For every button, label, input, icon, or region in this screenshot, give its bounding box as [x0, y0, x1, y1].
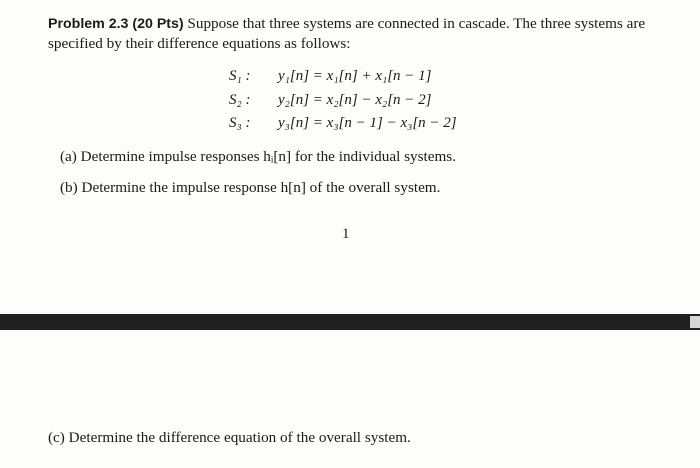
equation-body: y₃[n] = x₃[n − 1] − x₃[n − 2]: [278, 115, 457, 131]
system-name: S₂ :: [229, 91, 251, 108]
system-name: S₃ :: [229, 115, 251, 131]
page-divider-bar: [0, 314, 700, 330]
part-a: (a) Determine impulse responses hᵢ[n] for the individual systems.: [60, 148, 457, 165]
equation-body: y₁[n] = x₁[n] + x₁[n − 1]: [278, 68, 432, 84]
page-number: 1: [342, 226, 350, 242]
problem-statement: [48, 14, 668, 54]
system-name: S₁ :: [229, 68, 251, 84]
equation-body: y₂[n] = x₂[n] − x₂[n − 2]: [278, 91, 432, 108]
problem-heading: Problem 2.3 (20 Pts): [48, 16, 184, 32]
divider-edge: [690, 316, 700, 328]
part-c: (c) Determine the difference equation of the overall system.: [48, 429, 411, 446]
problem-intro: Suppose that three systems are connected in cascade. The three systems are specified by their difference equations as follows:: [48, 15, 646, 52]
page-bottom-sheet: [0, 330, 700, 468]
part-b: (b) Determine the impulse response h[n] of the overall system.: [60, 179, 441, 196]
